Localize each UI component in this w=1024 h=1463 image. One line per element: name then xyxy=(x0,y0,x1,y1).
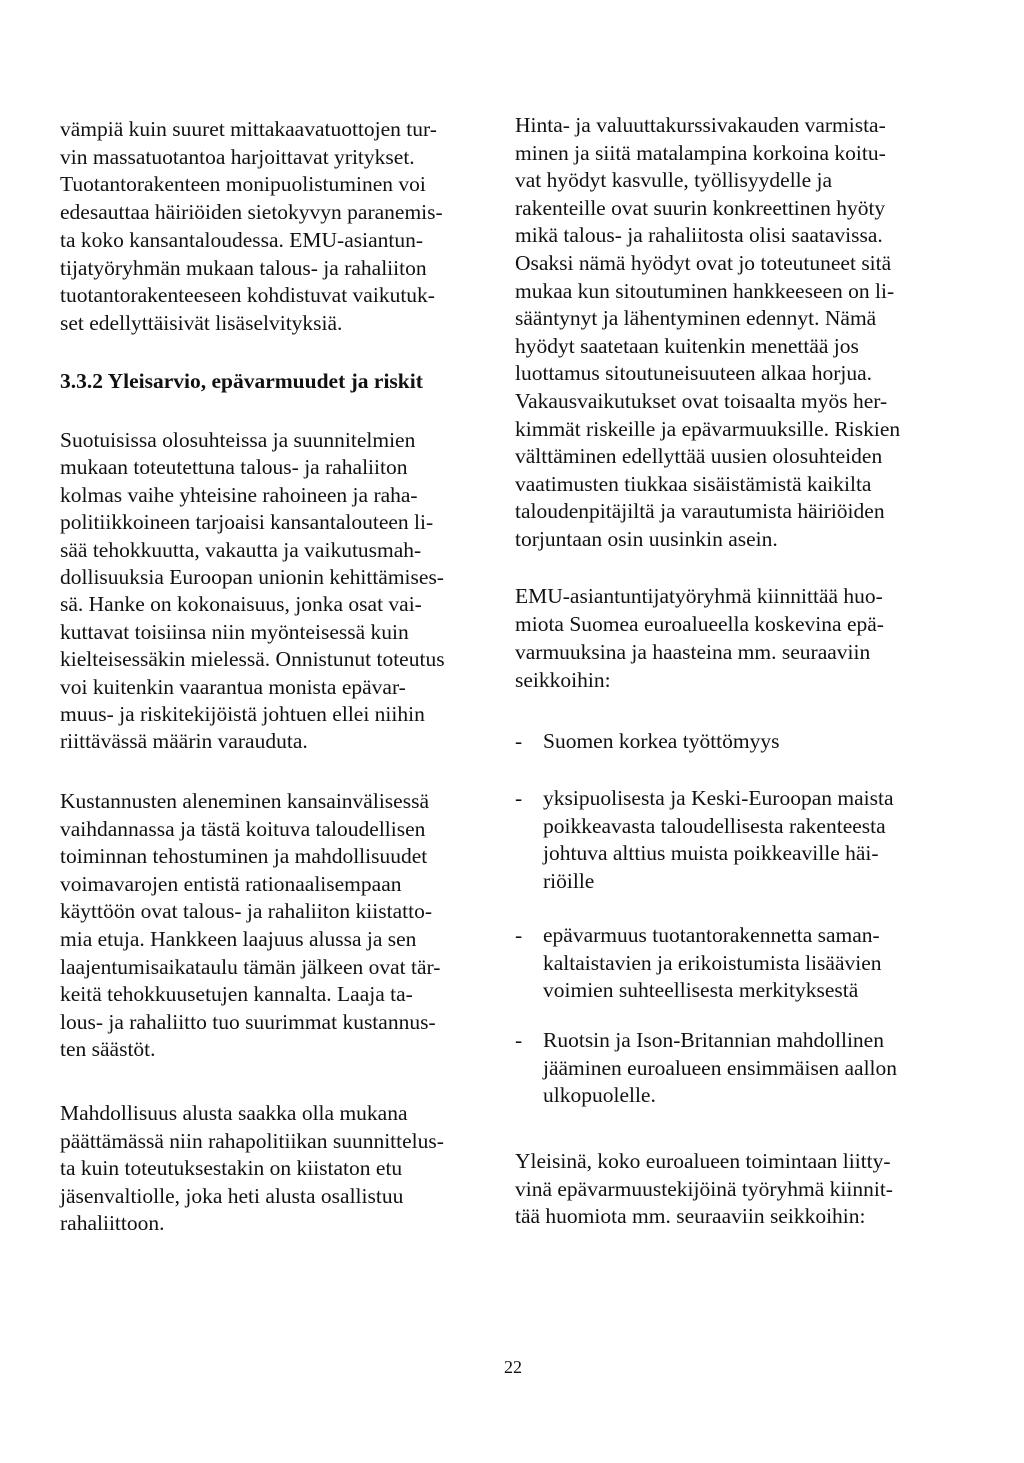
text-line: Kustannusten aleneminen kansainvälisessä xyxy=(60,789,429,813)
bullet-marker: - xyxy=(515,786,523,810)
text-line: laajentumisaikataulu tämän jälkeen ovat tär- xyxy=(60,954,441,979)
text-line: toiminnan tehostuminen ja mahdollisuudet xyxy=(60,844,428,869)
text-line: päättämässä niin rahapolitiikan suunnittelus- xyxy=(60,1128,444,1153)
text-line: EMU-asiantuntijatyöryhmä kiinnittää huo- xyxy=(515,584,883,608)
text-line: jäsenvaltiolle, joka heti alusta osallistuu xyxy=(60,1183,404,1208)
text-line: sää tehokkuutta, vakautta ja vaikutusmah- xyxy=(60,537,422,562)
bullet-item-line: voimien suhteellisesta merkityksestä xyxy=(543,978,859,1002)
text-line: kuttavat toisiinsa niin myönteisessä kuin xyxy=(60,619,409,644)
text-line: käyttöön ovat talous- ja rahaliiton kiistatto- xyxy=(60,899,432,924)
bullet-item-line: Suomen korkea työttömyys xyxy=(543,729,780,753)
text-line: kielteisessäkin mielessä. Onnistunut toteutus xyxy=(60,647,445,672)
text-line: sääntynyt ja lähentyminen edennyt. Nämä xyxy=(515,306,877,331)
text-line: tijatyöryhmän mukaan talous- ja rahaliiton xyxy=(60,255,427,280)
bullet-item-line: Ruotsin ja Ison-Britannian mahdollinen xyxy=(543,1028,884,1052)
bullet-item-line: kaltaistavien ja erikoistumista lisäävien xyxy=(543,950,882,975)
bullet-marker: - xyxy=(515,729,523,753)
text-line: ten säästöt. xyxy=(60,1037,156,1062)
bullet-item-line: poikkeavasta taloudellisesta rakenteesta xyxy=(543,813,886,838)
text-line: tää huomiota mm. seuraaviin seikkoihin: xyxy=(515,1204,866,1228)
text-line: Vakausvaikutukset ovat toisaalta myös her- xyxy=(515,389,888,413)
text-line: kimmät riskeille ja epävarmuuksille. Riskien xyxy=(515,416,901,441)
text-line: riittävässä määrin varauduta. xyxy=(60,729,308,754)
text-line: lous- ja rahaliitto tuo suurimmat kustannus- xyxy=(60,1009,436,1034)
text-line: Tuotantorakenteen monipuolistuminen voi xyxy=(60,172,426,197)
text-line: tuotantorakenteeseen kohdistuvat vaikutuk- xyxy=(60,283,435,308)
text-line: välttäminen edellyttää uusien olosuhteiden xyxy=(515,444,883,469)
text-line: keitä tehokkuusetujen kannalta. Laaja ta- xyxy=(60,982,413,1007)
text-line: torjuntaan osin uusinkin asein. xyxy=(515,527,778,551)
text-line: Osaksi nämä hyödyt ovat jo toteutuneet sitä xyxy=(515,251,892,275)
text-line: mukaa kun sitoutuminen hankkeeseen on li- xyxy=(515,278,895,303)
text-line: vat hyödyt kasvulle, työllisyydelle ja xyxy=(515,168,833,193)
bullet-item-line: riöille xyxy=(543,868,595,893)
text-line: ta kuin toteutuksestakin on kiistaton etu xyxy=(60,1156,403,1180)
bullet-item-line: jääminen euroalueen ensimmäisen aallon xyxy=(543,1055,898,1080)
bullet-item-line: johtuva alttius muista poikkeaville häi- xyxy=(543,841,879,865)
text-line: vämpiä kuin suuret mittakaavatuottojen tur- xyxy=(60,117,437,141)
bullet-item-line: ulkopuolelle. xyxy=(543,1083,656,1107)
text-line: ta koko kansantaloudessa. EMU-asiantun- xyxy=(60,227,424,252)
text-line: politiikkoineen tarjoaisi kansantalouteen li- xyxy=(60,510,434,535)
page-number: 22 xyxy=(504,1357,522,1377)
bullet-item-line: yksipuolisesta ja Keski-Euroopan maista xyxy=(543,786,894,810)
text-line: voi kuitenkin vaarantua monista epävar- xyxy=(60,674,406,699)
text-line: voimavarojen entistä rationaalisempaan xyxy=(60,871,402,896)
text-line: dollisuuksia Euroopan unionin kehittämises- xyxy=(60,565,444,589)
text-line: Yleisinä, koko euroalueen toimintaan liitty- xyxy=(515,1149,891,1173)
text-line: set edellyttäisivät lisäselvityksiä. xyxy=(60,310,343,335)
text-line: Hinta- ja valuuttakurssivakauden varmista- xyxy=(515,113,886,137)
text-line: Mahdollisuus alusta saakka olla mukana xyxy=(60,1101,408,1125)
text-line: rakenteille ovat suurin konkreettinen hyöty xyxy=(515,195,886,220)
text-line: mukaan toteutettuna talous- ja rahaliiton xyxy=(60,455,408,480)
text-line: taloudenpitäjiltä ja varautumista häiriöiden xyxy=(515,499,885,524)
text-line: hyödyt saatetaan kuitenkin menettää jos xyxy=(515,333,859,358)
text-line: vin massatuotantoa harjoittavat yritykset. xyxy=(60,144,415,169)
text-line: vinä epävarmuustekijöinä työryhmä kiinnit- xyxy=(515,1176,893,1201)
text-line: mikä talous- ja rahaliitosta olisi saatavissa. xyxy=(515,223,883,248)
text-line: vaatimusten tiukkaa sisäistämistä kaikilta xyxy=(515,471,872,496)
text-line: varmuuksina ja haasteina mm. seuraaviin xyxy=(515,640,871,664)
text-line: seikkoihin: xyxy=(515,668,611,692)
section-heading: 3.3.2 Yleisarvio, epävarmuudet ja riskit xyxy=(60,369,423,393)
bullet-marker: - xyxy=(515,923,523,947)
bullet-item-line: epävarmuus tuotantorakennetta saman- xyxy=(543,923,880,947)
text-line: rahaliittoon. xyxy=(60,1211,165,1235)
text-line: mia etuja. Hankkeen laajuus alussa ja sen xyxy=(60,927,417,951)
text-line: miota Suomea euroalueella koskevina epä- xyxy=(515,612,884,636)
text-line: sä. Hanke on kokonaisuus, jonka osat vai- xyxy=(60,592,422,617)
text-line: edesauttaa häiriöiden sietokyvyn paranemis- xyxy=(60,200,443,225)
text-line: Suotuisissa olosuhteissa ja suunnitelmien xyxy=(60,428,416,452)
bullet-marker: - xyxy=(515,1028,523,1052)
text-line: minen ja siitä matalampina korkoina koitu- xyxy=(515,140,886,165)
text-line: kolmas vaihe yhteisine rahoineen ja raha- xyxy=(60,482,418,507)
text-line: luottamus sitoutuneisuuteen alkaa horjua. xyxy=(515,361,873,386)
text-line: vaihdannassa ja tästä koituva taloudellisen xyxy=(60,816,426,841)
text-line: muus- ja riskitekijöistä johtuen ellei niihin xyxy=(60,702,425,726)
